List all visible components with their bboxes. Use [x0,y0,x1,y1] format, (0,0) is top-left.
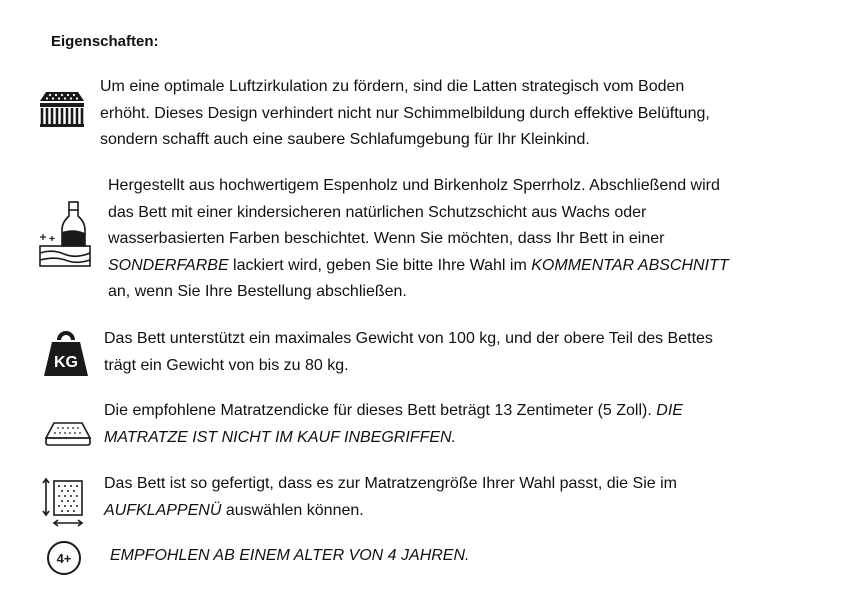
kg-label: KG [54,354,78,371]
mattress-size-icon [42,477,86,527]
feature-material-text: Hergestellt aus hochwertigem Espenholz und Birkenholz Sperrholz. Abschließend wird das Bett mit einer kindersicheren natürlichen Schutzschicht aus Wachs oder wasserbasierten Farben beschichtet. Wenn Sie möchten, dass Ihr Bett in einer SONDERFARBE lackiert wird, geben Sie bitte Ihre Wahl im KOMMENTAR ABSCHNITT an, wenn Sie Ihre Bestellung abschließen. [108,177,729,300]
mattress-icon [44,420,92,448]
feature-ventilation-text: Um eine optimale Luftzirkulation zu fördern, sind die Latten strategisch vom Boden erhöht. Dieses Design verhindert nicht nur Schimmelbildung durch effektive Belüftung, sondern schafft auch eine saubere Schlafumgebung für Ihr Kleinkind. [100,78,710,148]
feature-age-text: EMPFOHLEN AB EINEM ALTER VON 4 JAHREN. [110,547,470,564]
slatted-base-icon [38,86,86,128]
feature-weight-text: Das Bett unterstützt ein maximales Gewicht von 100 kg, und der obere Teil des Bettes trägt ein Gewicht von bis zu 80 kg. [104,330,713,374]
section-heading: Eigenschaften: [51,33,159,50]
age-badge-icon [46,540,82,576]
feature-size-text: Das Bett ist so gefertigt, dass es zur Matratzengröße Ihrer Wahl passt, die Sie im AUFKLAPPENÜ auswählen können. [104,475,677,519]
wood-coating-icon [38,200,94,270]
age-badge-label: 4+ [56,551,72,566]
kg-weight-icon [42,330,90,378]
feature-mattress-text: Die empfohlene Matratzendicke für dieses Bett beträgt 13 Zentimeter (5 Zoll). DIE MATRATZE IST NICHT IM KAUF INBEGRIFFEN. [104,402,683,446]
